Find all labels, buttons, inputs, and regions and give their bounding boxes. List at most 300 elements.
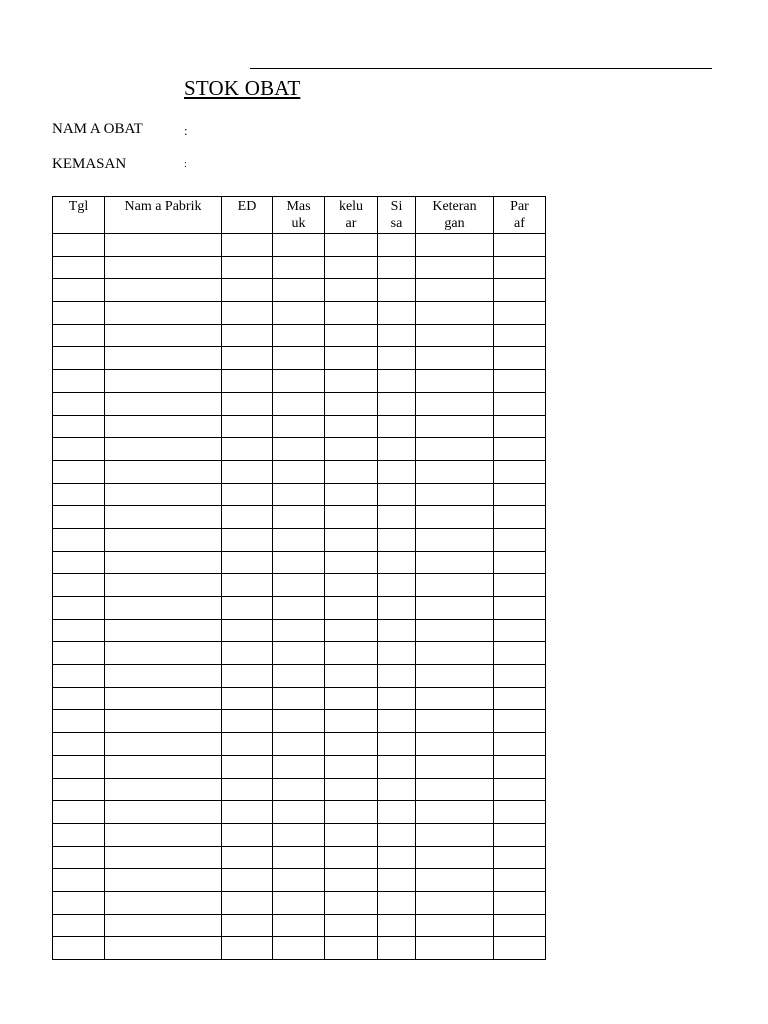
cell-nama-pabrik [105,551,222,574]
cell-nama-pabrik [105,642,222,665]
cell-nama-pabrik [105,279,222,302]
cell-tgl [53,438,105,461]
cell-nama-pabrik [105,869,222,892]
cell-paraf [494,687,546,710]
cell-tgl [53,914,105,937]
cell-sisa [378,370,416,393]
cell-masuk [273,733,325,756]
table-row [53,279,546,302]
cell-ed [222,914,273,937]
cell-keterangan [416,914,494,937]
cell-paraf [494,302,546,325]
table-row [53,778,546,801]
cell-paraf [494,551,546,574]
cell-tgl [53,801,105,824]
cell-tgl [53,619,105,642]
cell-keterangan [416,438,494,461]
cell-nama-pabrik [105,801,222,824]
stock-table [52,196,546,960]
cell-nama-pabrik [105,302,222,325]
cell-sisa [378,914,416,937]
cell-masuk [273,256,325,279]
cell-nama-pabrik [105,234,222,257]
column-header-ed [222,197,273,234]
cell-keluar [325,438,378,461]
cell-masuk [273,279,325,302]
cell-tgl [53,302,105,325]
cell-keluar [325,324,378,347]
table-body [53,234,546,960]
cell-keluar [325,937,378,960]
cell-ed [222,778,273,801]
cell-masuk [273,234,325,257]
cell-nama-pabrik [105,392,222,415]
cell-keluar [325,869,378,892]
column-header-tgl [53,197,105,234]
cell-masuk [273,710,325,733]
cell-ed [222,347,273,370]
cell-keluar [325,528,378,551]
column-header-text: ED [237,199,257,214]
cell-ed [222,619,273,642]
cell-nama-pabrik [105,937,222,960]
cell-keterangan [416,347,494,370]
cell-keterangan [416,234,494,257]
cell-keterangan [416,869,494,892]
cell-keterangan [416,597,494,620]
table-row [53,687,546,710]
cell-keterangan [416,619,494,642]
cell-keluar [325,597,378,620]
cell-masuk [273,642,325,665]
column-header-text: kelu [338,199,364,214]
cell-sisa [378,755,416,778]
cell-sisa [378,234,416,257]
column-header-text: Si [390,199,403,214]
cell-ed [222,279,273,302]
cell-nama-pabrik [105,506,222,529]
cell-paraf [494,234,546,257]
table-row [53,392,546,415]
column-header-text: Keteran [432,199,477,214]
cell-nama-pabrik [105,256,222,279]
table-row [53,642,546,665]
cell-paraf [494,891,546,914]
cell-masuk [273,370,325,393]
cell-sisa [378,528,416,551]
cell-sisa [378,687,416,710]
cell-tgl [53,506,105,529]
cell-keluar [325,801,378,824]
cell-keterangan [416,506,494,529]
cell-tgl [53,392,105,415]
column-header-masuk [273,197,325,234]
table-row [53,755,546,778]
cell-sisa [378,642,416,665]
cell-tgl [53,324,105,347]
cell-masuk [273,347,325,370]
cell-keluar [325,846,378,869]
cell-paraf [494,324,546,347]
cell-sisa [378,597,416,620]
table-row [53,415,546,438]
cell-keluar [325,642,378,665]
table-row [53,483,546,506]
nama-obat-colon: : [184,123,188,138]
cell-keluar [325,914,378,937]
cell-keterangan [416,823,494,846]
cell-keluar [325,460,378,483]
cell-tgl [53,234,105,257]
cell-masuk [273,801,325,824]
cell-keterangan [416,392,494,415]
table-row [53,710,546,733]
cell-tgl [53,823,105,846]
cell-ed [222,733,273,756]
cell-masuk [273,891,325,914]
table-row [53,551,546,574]
cell-tgl [53,551,105,574]
cell-keluar [325,370,378,393]
cell-keluar [325,687,378,710]
cell-ed [222,392,273,415]
cell-tgl [53,574,105,597]
cell-tgl [53,370,105,393]
cell-tgl [53,687,105,710]
cell-nama-pabrik [105,846,222,869]
cell-nama-pabrik [105,483,222,506]
cell-tgl [53,891,105,914]
cell-ed [222,869,273,892]
cell-keluar [325,279,378,302]
column-header-text: ar [345,216,357,231]
column-header-text: gan [444,216,465,231]
table-row [53,937,546,960]
cell-tgl [53,256,105,279]
cell-masuk [273,528,325,551]
cell-sisa [378,506,416,529]
cell-sisa [378,392,416,415]
table-row [53,506,546,529]
cell-tgl [53,347,105,370]
cell-sisa [378,801,416,824]
cell-tgl [53,415,105,438]
cell-nama-pabrik [105,460,222,483]
cell-sisa [378,460,416,483]
cell-ed [222,234,273,257]
cell-sisa [378,415,416,438]
cell-ed [222,528,273,551]
column-header-text: Par [510,199,529,214]
cell-keterangan [416,370,494,393]
cell-ed [222,801,273,824]
cell-masuk [273,755,325,778]
cell-paraf [494,370,546,393]
cell-paraf [494,710,546,733]
cell-keluar [325,778,378,801]
table-row [53,801,546,824]
cell-keluar [325,392,378,415]
cell-paraf [494,755,546,778]
cell-ed [222,755,273,778]
cell-paraf [494,528,546,551]
cell-sisa [378,574,416,597]
cell-keterangan [416,665,494,688]
cell-paraf [494,846,546,869]
cell-tgl [53,597,105,620]
cell-tgl [53,710,105,733]
cell-tgl [53,733,105,756]
cell-masuk [273,438,325,461]
table-row [53,460,546,483]
cell-ed [222,665,273,688]
table-row [53,665,546,688]
cell-ed [222,687,273,710]
cell-keluar [325,755,378,778]
cell-tgl [53,869,105,892]
cell-keluar [325,823,378,846]
cell-paraf [494,665,546,688]
cell-tgl [53,279,105,302]
cell-keterangan [416,528,494,551]
cell-paraf [494,256,546,279]
table-header-row [53,197,546,234]
table-row [53,256,546,279]
nama-obat-label: NAM A OBAT [52,121,143,137]
cell-ed [222,438,273,461]
cell-paraf [494,279,546,302]
table-row [53,597,546,620]
table-row [53,619,546,642]
kemasan-label: KEMASAN [52,156,127,172]
cell-ed [222,256,273,279]
cell-masuk [273,506,325,529]
cell-ed [222,415,273,438]
cell-sisa [378,256,416,279]
cell-sisa [378,438,416,461]
table-row [53,846,546,869]
cell-nama-pabrik [105,733,222,756]
cell-nama-pabrik [105,778,222,801]
cell-keluar [325,234,378,257]
cell-keterangan [416,710,494,733]
cell-keterangan [416,460,494,483]
cell-keluar [325,619,378,642]
cell-nama-pabrik [105,597,222,620]
cell-paraf [494,347,546,370]
column-header-text: Mas [286,199,311,214]
cell-paraf [494,869,546,892]
cell-masuk [273,665,325,688]
cell-masuk [273,778,325,801]
cell-keluar [325,574,378,597]
cell-paraf [494,574,546,597]
column-header-text: Tgl [68,199,89,214]
table-row [53,370,546,393]
cell-masuk [273,869,325,892]
table-row [53,733,546,756]
cell-masuk [273,460,325,483]
cell-ed [222,597,273,620]
page-title: STOK OBAT [184,76,301,100]
cell-nama-pabrik [105,324,222,347]
cell-nama-pabrik [105,370,222,393]
cell-sisa [378,483,416,506]
column-header-text: Nam a Pabrik [124,199,202,214]
cell-sisa [378,937,416,960]
cell-masuk [273,574,325,597]
table-row [53,347,546,370]
cell-keterangan [416,846,494,869]
column-header-text: sa [390,216,403,231]
cell-paraf [494,937,546,960]
cell-masuk [273,324,325,347]
cell-sisa [378,551,416,574]
cell-ed [222,506,273,529]
cell-sisa [378,869,416,892]
cell-paraf [494,642,546,665]
cell-sisa [378,710,416,733]
cell-nama-pabrik [105,914,222,937]
cell-ed [222,302,273,325]
cell-ed [222,370,273,393]
cell-masuk [273,302,325,325]
cell-nama-pabrik [105,891,222,914]
cell-paraf [494,733,546,756]
cell-ed [222,551,273,574]
cell-masuk [273,619,325,642]
cell-ed [222,574,273,597]
cell-sisa [378,891,416,914]
table-row [53,528,546,551]
cell-nama-pabrik [105,574,222,597]
cell-paraf [494,392,546,415]
cell-sisa [378,347,416,370]
cell-tgl [53,460,105,483]
cell-masuk [273,937,325,960]
cell-ed [222,483,273,506]
cell-nama-pabrik [105,665,222,688]
cell-masuk [273,551,325,574]
top-rule-line [250,68,712,69]
cell-ed [222,460,273,483]
kemasan-colon: : [184,159,187,170]
cell-keluar [325,891,378,914]
cell-keluar [325,302,378,325]
cell-nama-pabrik [105,528,222,551]
cell-keterangan [416,256,494,279]
column-header-keterangan [416,197,494,234]
cell-paraf [494,914,546,937]
cell-paraf [494,619,546,642]
cell-masuk [273,823,325,846]
cell-sisa [378,619,416,642]
cell-masuk [273,415,325,438]
cell-paraf [494,483,546,506]
cell-nama-pabrik [105,687,222,710]
table-row [53,869,546,892]
cell-tgl [53,846,105,869]
cell-nama-pabrik [105,438,222,461]
cell-ed [222,846,273,869]
cell-nama-pabrik [105,755,222,778]
cell-keluar [325,665,378,688]
cell-keluar [325,506,378,529]
cell-keterangan [416,415,494,438]
cell-sisa [378,846,416,869]
cell-ed [222,642,273,665]
cell-keluar [325,710,378,733]
cell-sisa [378,823,416,846]
column-header-text: af [514,216,525,231]
table-row [53,438,546,461]
table-row [53,324,546,347]
cell-tgl [53,665,105,688]
cell-keluar [325,256,378,279]
column-header-keluar [325,197,378,234]
cell-sisa [378,733,416,756]
cell-nama-pabrik [105,347,222,370]
cell-masuk [273,392,325,415]
table-row [53,574,546,597]
cell-paraf [494,438,546,461]
cell-nama-pabrik [105,710,222,733]
cell-keterangan [416,324,494,347]
cell-keluar [325,551,378,574]
cell-nama-pabrik [105,619,222,642]
table-row [53,234,546,257]
cell-ed [222,891,273,914]
cell-keterangan [416,279,494,302]
table-row [53,302,546,325]
cell-keterangan [416,574,494,597]
cell-paraf [494,778,546,801]
cell-paraf [494,801,546,824]
cell-sisa [378,302,416,325]
cell-keterangan [416,687,494,710]
cell-tgl [53,483,105,506]
cell-paraf [494,506,546,529]
cell-masuk [273,846,325,869]
cell-keluar [325,483,378,506]
cell-ed [222,710,273,733]
cell-tgl [53,937,105,960]
cell-nama-pabrik [105,823,222,846]
cell-keterangan [416,642,494,665]
cell-paraf [494,823,546,846]
column-header-text: uk [291,216,306,231]
cell-keluar [325,733,378,756]
cell-keluar [325,415,378,438]
cell-keterangan [416,483,494,506]
table-row [53,891,546,914]
cell-masuk [273,687,325,710]
cell-ed [222,823,273,846]
cell-tgl [53,528,105,551]
cell-ed [222,937,273,960]
cell-keterangan [416,755,494,778]
cell-masuk [273,597,325,620]
cell-keterangan [416,551,494,574]
cell-tgl [53,755,105,778]
cell-keterangan [416,801,494,824]
cell-paraf [494,415,546,438]
cell-keterangan [416,302,494,325]
cell-sisa [378,665,416,688]
column-header-nama-pabrik [105,197,222,234]
cell-keluar [325,347,378,370]
table-row [53,914,546,937]
